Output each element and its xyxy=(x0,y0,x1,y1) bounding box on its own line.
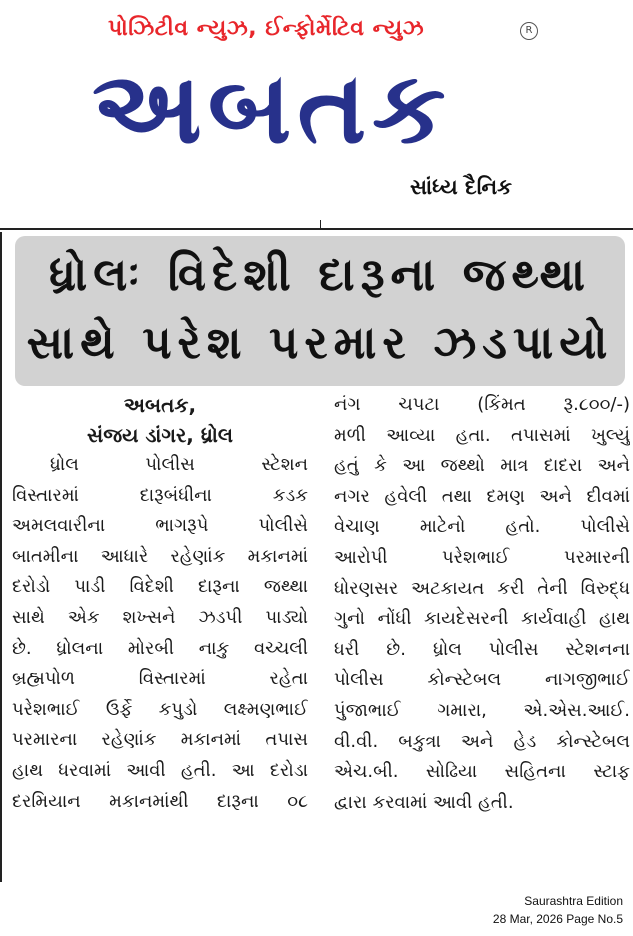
body-line: દરમિયાન મકાનમાંથી દારૂના ૦૮ xyxy=(12,790,308,812)
article-column-left xyxy=(12,390,308,817)
edition-label: Saurashtra Edition xyxy=(524,894,623,908)
body-line: ધ્રોલ પોલીસ સ્ટેશન xyxy=(50,454,308,475)
body-line: દ્વારા કરવામાં આવી હતી. xyxy=(334,791,514,813)
body-line: મળી આવ્યા હતા. તપાસમાં ખુલ્યું xyxy=(334,424,630,446)
headline-line-1: ધ્રોલઃ વિદેશી દારૂના જથ્થા xyxy=(48,248,592,301)
body-line: ગુનો નોંધી કાયદેસરની કાર્યવાહી હાથ xyxy=(334,608,630,630)
body-line: બાતમીના આધારે રહેણાંક મકાનમાં xyxy=(12,545,308,567)
headline-box xyxy=(15,236,625,386)
body-line: વેચાણ માટેનો હતો. પોલીસે xyxy=(334,516,630,538)
masthead-divider xyxy=(0,228,633,230)
body-line: હાથ ધરવામાં આવી હતી. આ દરોડા xyxy=(12,759,308,781)
body-line: નગર હવેલી તથા દમણ અને દીવમાં xyxy=(334,485,630,507)
byline-source: અબતક, xyxy=(123,393,197,417)
date-page-label: 28 Mar, 2026 Page No.5 xyxy=(492,912,623,926)
body-line: હતું કે આ જથ્થો માત્ર દાદરા અને xyxy=(334,455,630,477)
body-line: પોલીસ કોન્સ્ટેબલ નાગજીભાઈ xyxy=(334,669,630,691)
masthead-tagline: પોઝિટીવ ન્યુઝ, ઈન્ફોર્મેટિવ ન્યુઝ xyxy=(108,16,425,41)
byline-reporter: સંજય ડાંગર, ધ્રોલ xyxy=(87,423,233,447)
headline-line-2: સાથે પરેશ પરમાર ઝડપાયો xyxy=(26,316,614,369)
page-footer xyxy=(493,892,623,928)
article-left-border xyxy=(0,232,2,882)
body-line: પરેશભાઈ ઉર્ફે કપુડો લક્ષ્મણભાઈ xyxy=(12,698,308,720)
body-line: ધરી છે. ધ્રોલ પોલીસ સ્ટેશનના xyxy=(334,638,630,660)
body-line: પરમારના રહેણાંક મકાનમાં તપાસ xyxy=(12,729,308,751)
newspaper-logo: અબતક xyxy=(92,51,452,165)
body-line: અમલવારીના ભાગરૂપે પોલીસે xyxy=(12,515,308,537)
body-line: ધોરણસર અટકાયત કરી તેની વિરુદ્ધ xyxy=(334,577,630,599)
body-line: સાથે એક શખ્સને ઝડપી પાડ્યો xyxy=(12,606,308,628)
masthead-subtitle: સાંધ્ય દૈનિક xyxy=(410,175,512,199)
divider-tick xyxy=(320,220,321,228)
body-line: પુંજાભાઈ ગમારા, એ.એસ.આઈ. xyxy=(334,699,630,721)
registered-mark-icon: R xyxy=(520,22,538,40)
body-line: છે. ધ્રોલના મોરબી નાકુ વચ્ચલી xyxy=(12,637,308,659)
body-line: દરોડો પાડી વિદેશી દારૂના જથ્થા xyxy=(12,576,308,598)
body-line: આરોપી પરેશભાઈ પરમારની xyxy=(334,546,630,568)
article-column-right xyxy=(334,390,630,818)
body-line: વિસ્તારમાં દારૂબંધીના કડક xyxy=(12,484,308,506)
masthead xyxy=(0,0,633,210)
body-line: એચ.બી. સોઢિયા સહિતના સ્ટાફ xyxy=(334,761,630,783)
body-line: વી.વી. બકુત્રા અને હેડ કોન્સ્ટેબલ xyxy=(334,730,630,752)
body-line: નંગ ચપટા (કિંમત રૂ.૮૦૦/-) xyxy=(334,394,630,415)
body-line: બ્રહ્મપોળ વિસ્તારમાં રહેતા xyxy=(12,668,308,690)
